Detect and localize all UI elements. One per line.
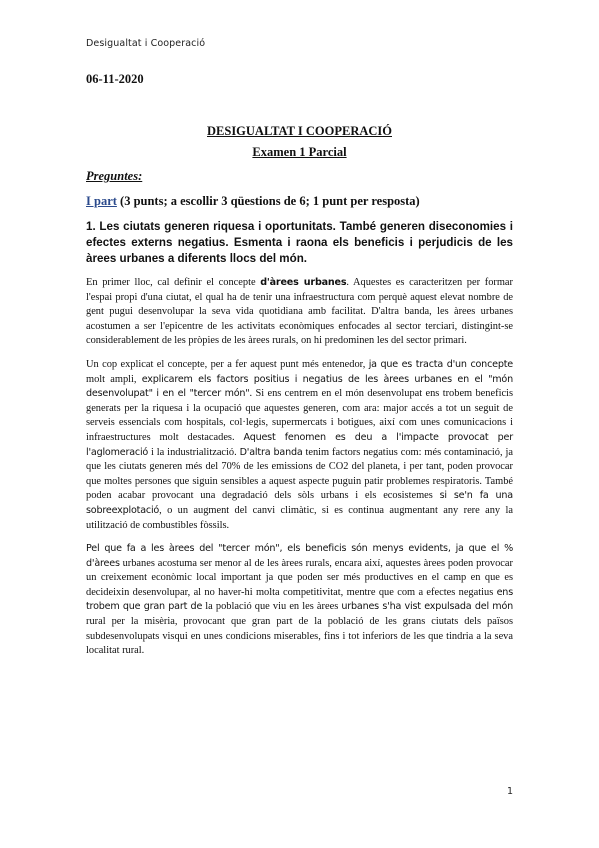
part-heading [86,194,513,209]
p2-text-a: Un cop explicat el concepte, per a fer aquest punt més entenedor, [86,358,369,370]
p3-text-f: rural per la misèria, provocant que gran part de la població de les grans ciutats dels països subdesenvolupats visqui en unes condicions miserables, fins i tot inferiors de les que tindria a la seva localitat rural. [86,616,513,657]
p2-text-i: tenim factors negatius com: més contaminació, ja que les ciutats generen més del 70% de les emissions de CO2 del planeta, i per tant, poden provocar que moltes persones que siguin sensibles a aquest aspecte puguin patir problemes respiratoris. També poden acabar provocant una degradació dels sòls urbans i els ecosistemes [86,446,514,502]
running-header: Desigualtat i Cooperació [86,38,206,49]
answer-paragraph-2 [86,358,513,533]
p2-handwritten-d: explicarem els factors positius i negatius de les àrees urbanes en el "món desenvolupat" i en el "tercer món" [86,373,513,400]
page-number: 1 [507,786,514,797]
exam-date: 06-11-2020 [86,72,144,86]
section-label: Preguntes: [86,169,143,183]
p2-text-g: i la industrialització. [148,446,240,458]
p2-text-k: , o un augment del canvi climàtic, si es continua augmentant any rere any la utilització de combustibles fòssils. [86,504,513,531]
p3-handwritten-e: urbanes s'ha vist expulsada del món [341,601,513,613]
answer-paragraph-1 [86,276,513,349]
part-detail: (3 punts; a escollir 3 qüestions de 6; 1 punt per resposta) [116,194,420,208]
p1-text-a: En primer lloc, cal definir el concepte [86,277,261,288]
p3-handwritten-c: ens trobem que gran part de [86,586,513,613]
p2-handwritten-h: D'altra banda [239,446,303,458]
part-link[interactable]: I part [86,194,117,208]
document-title: DESIGUALTAT I COOPERACIÓ [207,124,392,138]
p1-text-c: . Aquestes es caracteritzen per formar l'espai propi d'una ciutat, el qual ha de tenir una infraestructura com perquè aquest elevat nombre de gent pugui desenvolupar la seva vida quotidiana amb facilitat. D'altra banda, les àrees urbanes acostumen a ser l'epicentre de les activitats econòmiques enfocades al sector terciari, distingint-se considerablement de les pròpies de les àrees rurals, on hi predominen les del sector primari. [86,277,514,347]
p2-handwritten-j: si se'n fa una sobreexplotació [86,490,513,516]
p3-handwritten-a: Pel que fa a les àrees del "tercer món", els beneficis són menys evidents, ja que el % d'àrees [86,543,513,569]
p2-handwritten-f: Aquest fenomen es deu a l'impacte provocat per l'aglomeració [86,431,513,458]
document-subtitle: Examen 1 Parcial [252,145,347,159]
p2-text-e: . Si ens centrem en el món desenvolupat ens trobem beneficis generats per la riquesa i la ocupació que aquestes generen, com ara: major accés a tot un seguit de serveis essencials com hospitals, col·legis, supermercats i botigues, així com unes comunicacions i infraestructures molt destacades. [86,388,513,443]
p2-handwritten-b: ja que es tracta d'un concepte [368,358,513,370]
document-body [86,72,513,659]
answer-paragraph-3 [86,542,513,659]
p2-text-c: molt ampli, [86,373,142,385]
question-text: 1. Les ciutats generen riquesa i oportunitats. També generen diseconomies i efectes externs negatius. Esmenta i raona els beneficis i perjudicis de les àrees urbanes a diferents llocs del món. [86,220,513,265]
p1-handwritten-b: d'àrees urbanes [260,277,347,288]
p3-text-d: la població que viu en les àrees [202,601,342,613]
p3-text-b: urbanes acostuma ser menor al de les àrees rurals, encara així, aquestes àrees poden provocar un creixement econòmic local important ja que poden ser més productives en el camp en que es decideixin desenvolupar, al no haver-hi molta competitivitat, mentre que com a efectes negatius [86,557,513,598]
